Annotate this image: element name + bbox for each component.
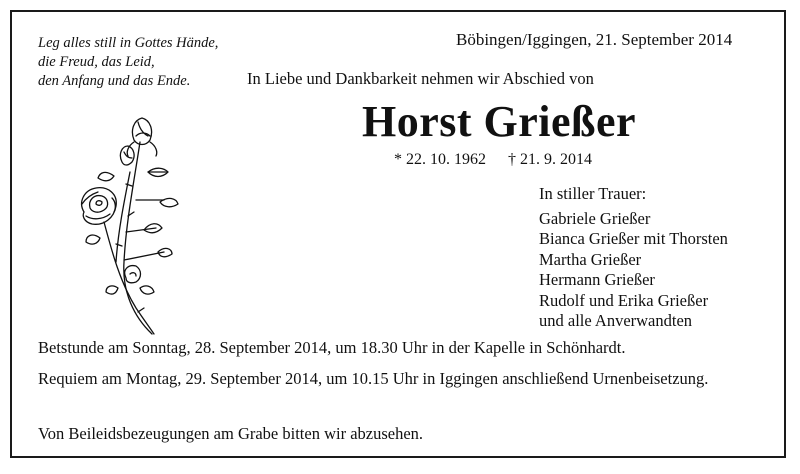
mourner-name: Bianca Grießer mit Thorsten	[539, 229, 728, 248]
intro-text: In Liebe und Dankbarkeit nehmen wir Abschied von	[247, 69, 594, 88]
verse-line: die Freud, das Leid,	[38, 54, 155, 70]
life-dates	[394, 151, 592, 169]
obituary-notice	[10, 10, 786, 458]
verse-line: den Anfang und das Ende.	[38, 73, 191, 89]
prayer-service-text: Betstunde am Sonntag, 28. September 2014, um 18.30 Uhr in der Kapelle in Schönhardt.	[38, 338, 626, 357]
requiem-text: Requiem am Montag, 29. September 2014, um 10.15 Uhr in Iggingen anschließend Urnenbeisetzung.	[38, 369, 709, 388]
mourner-name: und alle Anverwandten	[539, 311, 693, 330]
verse	[38, 34, 218, 91]
mourner-name: Gabriele Grießer	[539, 208, 651, 228]
verse-line: Leg alles still in Gottes Hände,	[38, 35, 219, 51]
place-date: Böbingen/Iggingen, 21. September 2014	[456, 30, 733, 49]
mourner-name: Hermann Grießer	[539, 270, 655, 289]
mourners-heading: In stiller Trauer:	[539, 184, 647, 203]
rose-icon	[64, 112, 194, 338]
mourners-list	[539, 184, 728, 332]
birth-date: * 22. 10. 1962	[394, 151, 486, 168]
condolence-note: Von Beileidsbezeugungen am Grabe bitten wir abzusehen.	[38, 424, 424, 443]
death-date: † 21. 9. 2014	[508, 151, 592, 168]
deceased-name: Horst Grießer	[362, 97, 637, 146]
mourner-name: Martha Grießer	[539, 249, 642, 269]
mourner-name: Rudolf und Erika Grießer	[539, 290, 709, 310]
